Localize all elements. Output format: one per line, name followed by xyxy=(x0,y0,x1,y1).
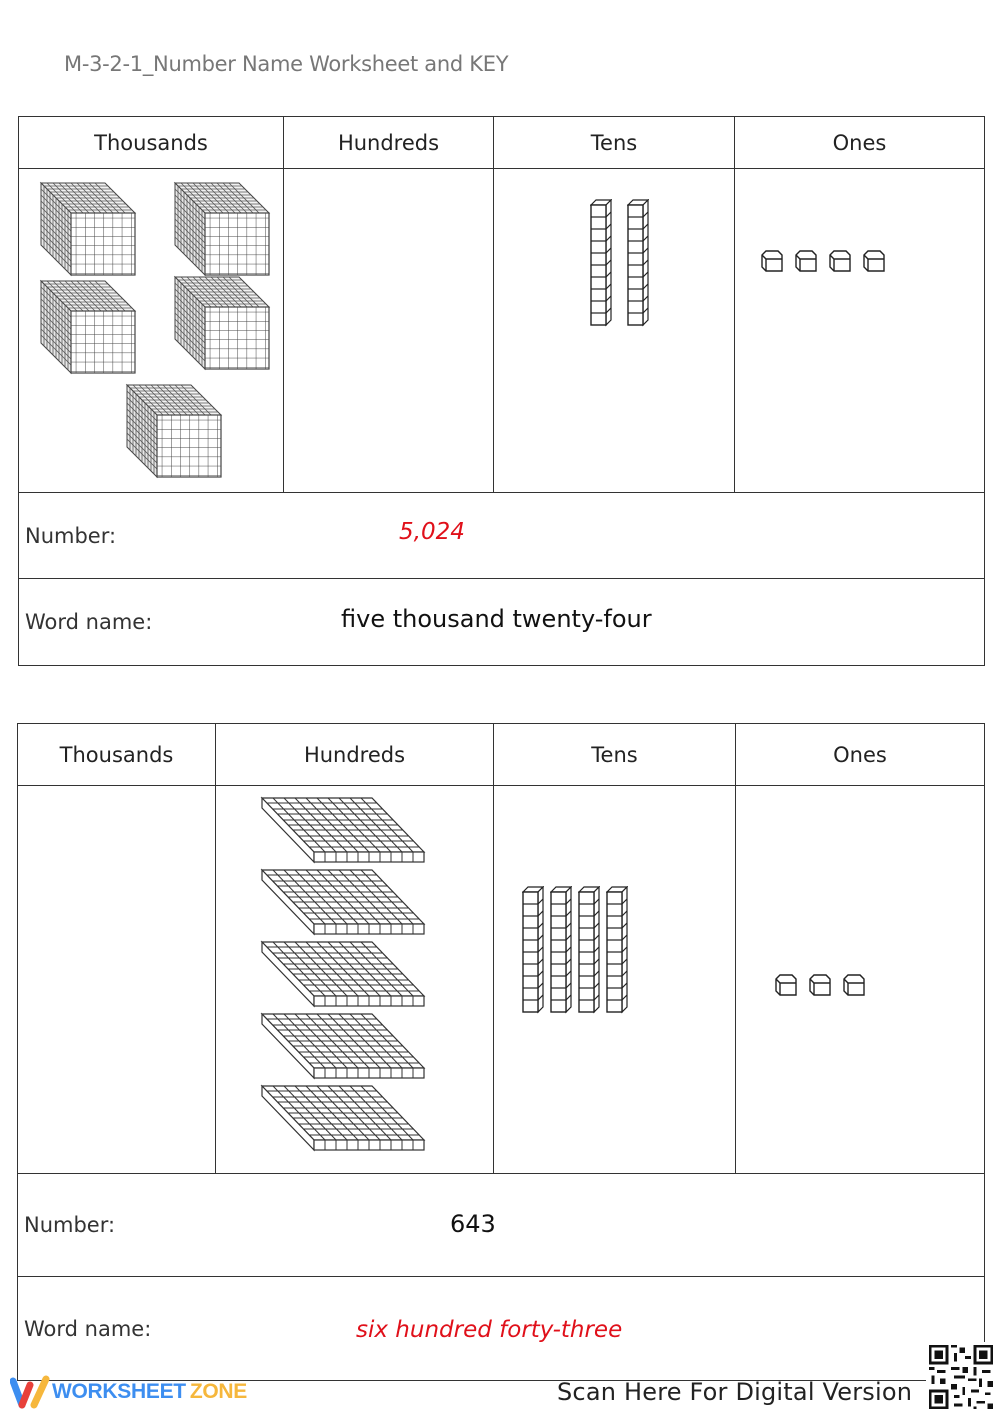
header-ones: Ones xyxy=(736,724,985,786)
number-row xyxy=(18,1174,985,1277)
hundred-flat-icon xyxy=(260,1012,428,1080)
ten-rod-icon xyxy=(578,886,600,1014)
thousand-cube-icon xyxy=(39,279,137,375)
hundreds-cell xyxy=(284,169,494,493)
unit-cube-icon xyxy=(795,250,817,272)
hundreds-cell xyxy=(216,786,494,1174)
tens-cell xyxy=(494,169,735,493)
word-name-row xyxy=(18,1277,985,1381)
worksheetzone-logo[interactable] xyxy=(10,1374,247,1410)
unit-cube-icon xyxy=(809,974,831,996)
unit-cube-icon xyxy=(829,250,851,272)
document-title: M-3-2-1_Number Name Worksheet and KEY xyxy=(64,52,509,76)
hundred-flat-icon xyxy=(260,1084,428,1152)
header-tens: Tens xyxy=(494,724,736,786)
number-answer: 643 xyxy=(450,1210,496,1238)
brand-primary: WORKSHEET xyxy=(52,1380,186,1403)
header-hundreds: Hundreds xyxy=(216,724,494,786)
unit-cube-icon xyxy=(775,974,797,996)
word-name-label: Word name: xyxy=(25,610,153,634)
place-value-table-2 xyxy=(17,723,985,1381)
worksheetzone-logo-icon xyxy=(10,1375,52,1409)
hundred-flat-icon xyxy=(260,940,428,1008)
number-label: Number: xyxy=(24,1213,116,1237)
tens-cell xyxy=(494,786,736,1174)
ones-cell xyxy=(736,786,985,1174)
hundred-flat-icon xyxy=(260,868,428,936)
thousands-cell xyxy=(19,169,284,493)
hundred-flat-icon xyxy=(260,796,428,864)
word-name-row xyxy=(19,579,985,666)
unit-cube-icon xyxy=(863,250,885,272)
header-tens: Tens xyxy=(494,117,735,169)
ten-rod-icon xyxy=(590,199,612,327)
header-hundreds: Hundreds xyxy=(284,117,494,169)
ten-rod-icon xyxy=(550,886,572,1014)
unit-cube-icon xyxy=(761,250,783,272)
word-name-answer: six hundred forty-three xyxy=(356,1317,623,1343)
header-ones: Ones xyxy=(735,117,985,169)
header-thousands: Thousands xyxy=(18,724,216,786)
number-row xyxy=(19,493,985,579)
header-thousands: Thousands xyxy=(19,117,284,169)
ten-rod-icon xyxy=(627,199,649,327)
thousand-cube-icon xyxy=(173,181,271,277)
thousand-cube-icon xyxy=(125,383,223,479)
unit-cube-icon xyxy=(843,974,865,996)
word-name-label: Word name: xyxy=(24,1316,152,1341)
brand-secondary: ZONE xyxy=(189,1380,247,1403)
qr-code-icon[interactable] xyxy=(926,1342,996,1412)
scan-instruction: Scan Here For Digital Version xyxy=(557,1378,913,1406)
thousands-cell xyxy=(18,786,216,1174)
ones-cell xyxy=(735,169,985,493)
place-value-table-1 xyxy=(18,116,985,666)
number-label: Number: xyxy=(25,523,117,548)
word-name-answer: five thousand twenty-four xyxy=(341,605,652,633)
number-answer: 5,024 xyxy=(399,519,465,545)
ten-rod-icon xyxy=(606,886,628,1014)
ten-rod-icon xyxy=(522,886,544,1014)
thousand-cube-icon xyxy=(173,275,271,371)
thousand-cube-icon xyxy=(39,181,137,277)
